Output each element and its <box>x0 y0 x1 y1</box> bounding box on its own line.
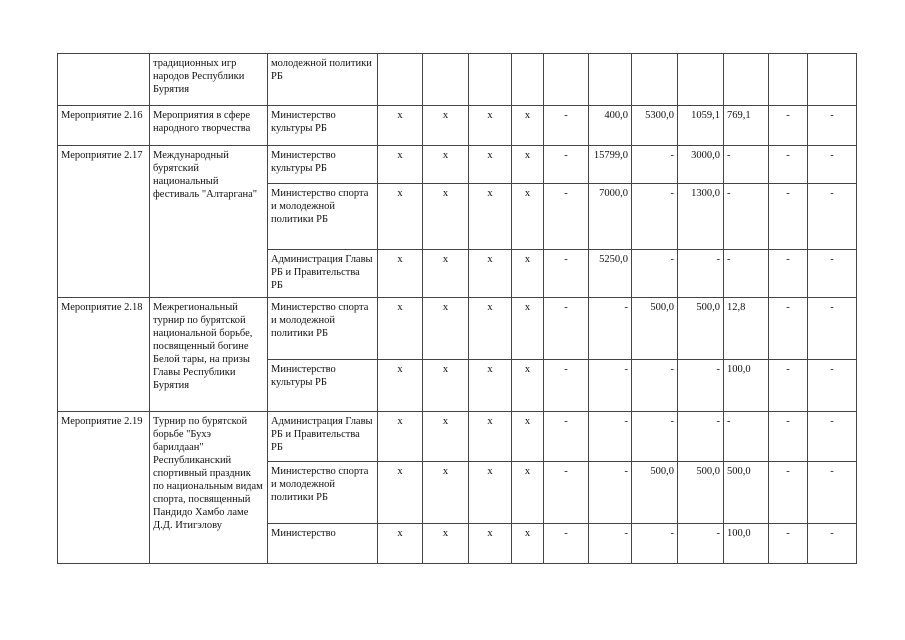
value-cell: x <box>469 360 512 412</box>
value-cell <box>589 54 632 106</box>
value-cell: x <box>512 250 544 298</box>
value-cell: x <box>469 250 512 298</box>
value-cell: x <box>512 524 544 564</box>
value-cell: - <box>769 412 808 462</box>
executor-cell: Министерство культуры РБ <box>268 360 378 412</box>
value-cell <box>808 54 857 106</box>
event-name-cell: традиционных игр народов Республики Бурятия <box>150 54 268 106</box>
event-id-cell <box>58 54 150 106</box>
value-cell: x <box>423 184 469 250</box>
value-cell: 100,0 <box>724 524 769 564</box>
value-cell: 769,1 <box>724 106 769 146</box>
value-cell: 12,8 <box>724 298 769 360</box>
value-cell: x <box>512 360 544 412</box>
value-cell: 5300,0 <box>632 106 678 146</box>
value-cell: - <box>769 184 808 250</box>
value-cell: - <box>544 412 589 462</box>
value-cell: - <box>724 146 769 184</box>
value-cell: - <box>589 412 632 462</box>
value-cell: - <box>724 184 769 250</box>
value-cell: x <box>469 412 512 462</box>
value-cell: 7000,0 <box>589 184 632 250</box>
value-cell: - <box>632 524 678 564</box>
value-cell: x <box>378 298 423 360</box>
executor-cell: Министерство спорта и молодежной политики РБ <box>268 184 378 250</box>
value-cell: - <box>632 360 678 412</box>
value-cell: x <box>469 462 512 524</box>
table-row <box>58 106 857 146</box>
table-row <box>58 146 857 184</box>
value-cell: - <box>544 250 589 298</box>
value-cell: - <box>589 360 632 412</box>
value-cell: x <box>423 360 469 412</box>
value-cell: - <box>589 524 632 564</box>
value-cell: - <box>678 412 724 462</box>
value-cell: x <box>378 106 423 146</box>
value-cell: x <box>423 250 469 298</box>
value-cell: - <box>544 106 589 146</box>
value-cell: - <box>589 298 632 360</box>
value-cell <box>512 54 544 106</box>
value-cell: x <box>469 524 512 564</box>
event-name-cell: Турнир по бурятской борьбе "Бухэ барилдаан" Республиканский спортивный праздник по национальным видам спорта, посвященный Пандидо Хамбо ламе Д.Д. Итигэлову <box>150 412 268 564</box>
value-cell <box>469 54 512 106</box>
value-cell: - <box>724 250 769 298</box>
value-cell: x <box>469 106 512 146</box>
value-cell: 100,0 <box>724 360 769 412</box>
event-id-cell: Мероприятие 2.19 <box>58 412 150 564</box>
value-cell: - <box>808 184 857 250</box>
event-id-cell: Мероприятие 2.18 <box>58 298 150 412</box>
value-cell: x <box>378 146 423 184</box>
value-cell: 5250,0 <box>589 250 632 298</box>
value-cell: - <box>769 524 808 564</box>
value-cell: x <box>378 250 423 298</box>
executor-cell: Администрация Главы РБ и Правительства РБ <box>268 250 378 298</box>
table-row <box>58 412 857 462</box>
value-cell: x <box>378 412 423 462</box>
event-id-cell: Мероприятие 2.17 <box>58 146 150 298</box>
executor-cell: молодежной политики РБ <box>268 54 378 106</box>
value-cell: - <box>769 462 808 524</box>
value-cell: 500,0 <box>678 298 724 360</box>
value-cell: x <box>423 412 469 462</box>
executor-cell: Министерство культуры РБ <box>268 146 378 184</box>
executor-cell: Министерство <box>268 524 378 564</box>
value-cell: x <box>469 184 512 250</box>
value-cell: x <box>512 146 544 184</box>
value-cell: x <box>512 298 544 360</box>
value-cell: - <box>678 250 724 298</box>
value-cell: - <box>678 524 724 564</box>
value-cell: 500,0 <box>632 298 678 360</box>
value-cell: 15799,0 <box>589 146 632 184</box>
value-cell: - <box>632 184 678 250</box>
value-cell: 500,0 <box>632 462 678 524</box>
event-name-cell: Мероприятия в сфере народного творчества <box>150 106 268 146</box>
value-cell: x <box>423 462 469 524</box>
value-cell: - <box>632 146 678 184</box>
value-cell: - <box>544 298 589 360</box>
value-cell <box>632 54 678 106</box>
value-cell: x <box>469 146 512 184</box>
executor-cell: Министерство спорта и молодежной политики РБ <box>268 298 378 360</box>
event-name-cell: Международный бурятский национальный фестиваль "Алтаргана" <box>150 146 268 298</box>
value-cell: - <box>544 524 589 564</box>
value-cell <box>769 54 808 106</box>
value-cell: - <box>632 250 678 298</box>
event-id-cell: Мероприятие 2.16 <box>58 106 150 146</box>
value-cell: - <box>544 462 589 524</box>
value-cell: - <box>808 462 857 524</box>
value-cell: x <box>378 360 423 412</box>
executor-cell: Администрация Главы РБ и Правительства РБ <box>268 412 378 462</box>
value-cell: - <box>544 146 589 184</box>
value-cell: x <box>469 298 512 360</box>
value-cell: - <box>678 360 724 412</box>
table-row <box>58 54 857 106</box>
value-cell: - <box>808 524 857 564</box>
value-cell: - <box>808 146 857 184</box>
value-cell <box>423 54 469 106</box>
value-cell: - <box>808 360 857 412</box>
value-cell: - <box>589 462 632 524</box>
budget-table <box>57 53 857 564</box>
value-cell: - <box>769 360 808 412</box>
value-cell: - <box>769 250 808 298</box>
event-name-cell: Межрегиональный турнир по бурятской национальной борьбе, посвященный богине Белой тары, на призы Главы Республики Бурятия <box>150 298 268 412</box>
value-cell: - <box>724 412 769 462</box>
value-cell: 500,0 <box>678 462 724 524</box>
value-cell: x <box>512 462 544 524</box>
value-cell: 400,0 <box>589 106 632 146</box>
value-cell: x <box>423 298 469 360</box>
value-cell: - <box>544 184 589 250</box>
value-cell: - <box>808 412 857 462</box>
value-cell: x <box>423 106 469 146</box>
table-row <box>58 298 857 360</box>
value-cell: - <box>808 250 857 298</box>
value-cell: x <box>423 524 469 564</box>
executor-cell: Министерство культуры РБ <box>268 106 378 146</box>
value-cell: x <box>423 146 469 184</box>
value-cell: x <box>378 524 423 564</box>
value-cell <box>724 54 769 106</box>
value-cell: x <box>512 184 544 250</box>
value-cell: 3000,0 <box>678 146 724 184</box>
value-cell: - <box>632 412 678 462</box>
value-cell: - <box>769 146 808 184</box>
value-cell <box>678 54 724 106</box>
value-cell: 500,0 <box>724 462 769 524</box>
value-cell: x <box>378 462 423 524</box>
value-cell <box>544 54 589 106</box>
executor-cell: Министерство спорта и молодежной политики РБ <box>268 462 378 524</box>
value-cell <box>378 54 423 106</box>
value-cell: 1300,0 <box>678 184 724 250</box>
value-cell: - <box>808 106 857 146</box>
value-cell: - <box>769 298 808 360</box>
value-cell: x <box>512 106 544 146</box>
value-cell: x <box>378 184 423 250</box>
value-cell: - <box>808 298 857 360</box>
value-cell: 1059,1 <box>678 106 724 146</box>
value-cell: - <box>544 360 589 412</box>
value-cell: - <box>769 106 808 146</box>
value-cell: x <box>512 412 544 462</box>
